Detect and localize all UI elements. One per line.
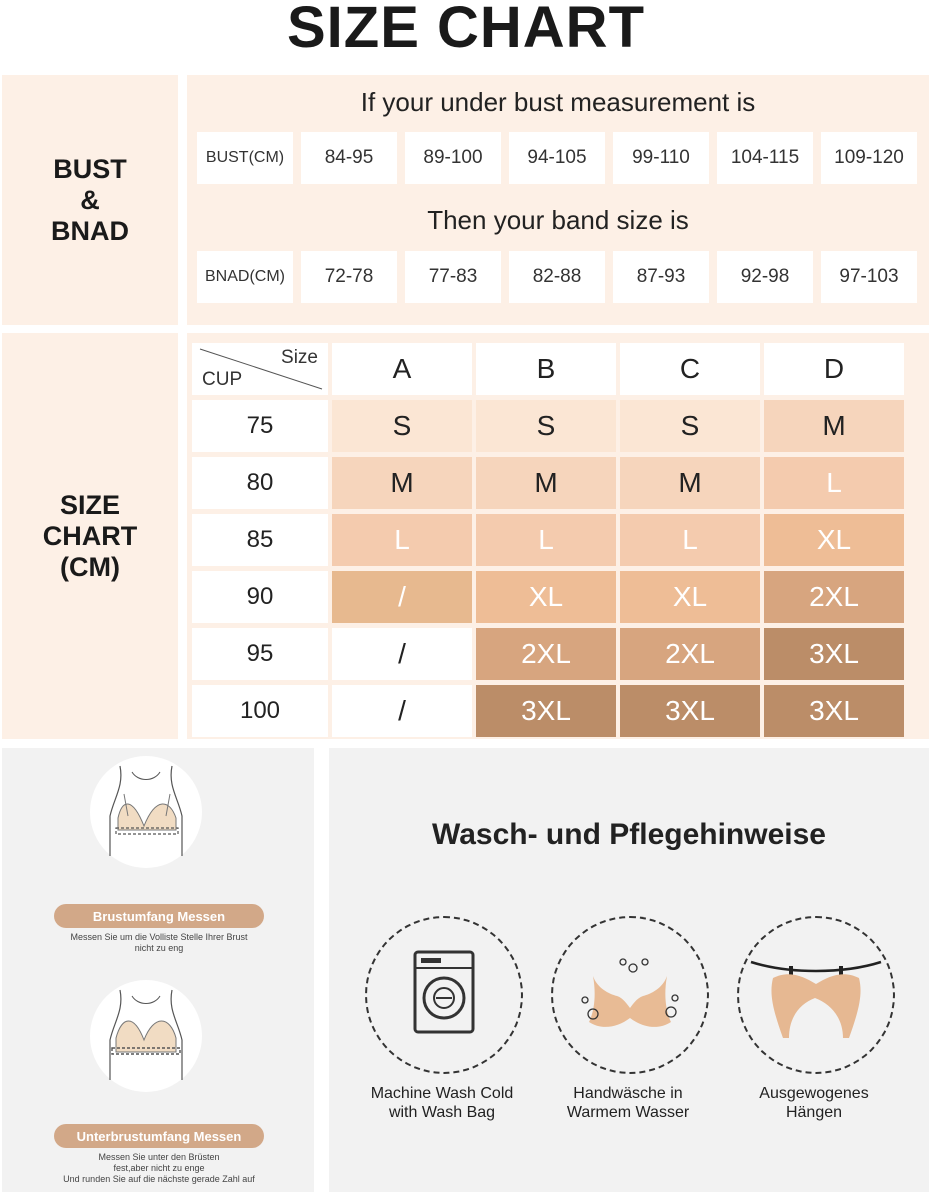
bust-label-cell: BUST(CM): [197, 132, 293, 184]
step1-text: Messen Sie um die Volliste Stelle Ihrer Brust nicht zu eng: [70, 932, 248, 953]
band-cell: 87-93: [613, 251, 709, 303]
step2-title-badge: Unterbrustumfang Messen: [54, 1124, 264, 1148]
bust-cell: 104-115: [717, 132, 813, 184]
band-row-header: 85: [192, 514, 328, 566]
care-label-wash: Machine Wash Cold with Wash Bag: [370, 1085, 514, 1121]
size-cell: /: [332, 628, 472, 680]
size-cell: M: [764, 400, 904, 452]
size-cell: S: [332, 400, 472, 452]
band-row-header: 90: [192, 571, 328, 623]
size-cell: XL: [620, 571, 760, 623]
washing-machine-icon: [365, 916, 523, 1074]
band-cell: 97-103: [821, 251, 917, 303]
size-cell: 2XL: [764, 571, 904, 623]
bust-measure-illustration: [90, 756, 202, 868]
bust-cell: 109-120: [821, 132, 917, 184]
band-cell: 72-78: [301, 251, 397, 303]
size-cell: M: [620, 457, 760, 509]
size-cell: L: [476, 514, 616, 566]
size-cell: S: [476, 400, 616, 452]
table-corner-cell: Size CUP: [192, 343, 328, 395]
bust-cell: 99-110: [613, 132, 709, 184]
page-title: SIZE CHART: [287, 0, 645, 60]
band-row-header: 80: [192, 457, 328, 509]
cup-column-header: A: [332, 343, 472, 395]
size-cell: 3XL: [764, 628, 904, 680]
size-cell: 3XL: [476, 685, 616, 737]
size-cell: L: [332, 514, 472, 566]
under-bust-heading: If your under bust measurement is: [360, 87, 756, 117]
band-cell: 92-98: [717, 251, 813, 303]
bust-band-label: BUST & BNAD: [2, 75, 178, 325]
size-cell: XL: [764, 514, 904, 566]
size-cell: 2XL: [620, 628, 760, 680]
care-title: Wasch- und Pflegehinweise: [432, 818, 826, 851]
band-row-header: 75: [192, 400, 328, 452]
band-row: [197, 251, 917, 303]
size-cell: /: [332, 685, 472, 737]
size-table-row: [192, 571, 908, 628]
size-chart-label: SIZE CHART (CM): [2, 333, 178, 739]
size-table-row: [192, 514, 908, 571]
size-cell: /: [332, 571, 472, 623]
band-cell: 82-88: [509, 251, 605, 303]
step1-title-badge: Brustumfang Messen: [54, 904, 264, 928]
bust-cell: 94-105: [509, 132, 605, 184]
bust-cell: 89-100: [405, 132, 501, 184]
band-row-header: 100: [192, 685, 328, 737]
size-cell: L: [764, 457, 904, 509]
size-cell: S: [620, 400, 760, 452]
size-cell: 3XL: [620, 685, 760, 737]
bust-cell: 84-95: [301, 132, 397, 184]
size-cell: 2XL: [476, 628, 616, 680]
size-table-row: [192, 400, 908, 457]
cup-column-header: D: [764, 343, 904, 395]
hanging-bra-icon: [737, 916, 895, 1074]
size-chart-panel: [187, 333, 929, 739]
care-instructions: [329, 748, 929, 1192]
band-size-heading: Then your band size is: [427, 205, 689, 235]
bust-band-panel: [187, 75, 929, 325]
size-table-row: [192, 685, 908, 742]
size-table-row: [192, 628, 908, 685]
hand-wash-bra-icon: [551, 916, 709, 1074]
step2-text: Messen Sie unter den Brüsten fest,aber nicht zu enge Und runden Sie auf die nächste gerade Zahl auf: [63, 1152, 255, 1184]
cup-column-header: B: [476, 343, 616, 395]
band-cell: 77-83: [405, 251, 501, 303]
size-cell: XL: [476, 571, 616, 623]
care-label-hanging: Ausgewogenes Hängen: [759, 1085, 869, 1121]
size-table: [192, 343, 908, 742]
size-table-row: [192, 457, 908, 514]
size-cell: M: [476, 457, 616, 509]
cup-column-header: C: [620, 343, 760, 395]
underbust-measure-illustration: [90, 980, 202, 1092]
size-table-header: [192, 343, 908, 400]
bust-row: [197, 132, 917, 184]
size-cell: M: [332, 457, 472, 509]
band-row-header: 95: [192, 628, 328, 680]
size-cell: L: [620, 514, 760, 566]
measuring-guide: [2, 748, 314, 1192]
care-label-handwash: Handwäsche in Warmem Wasser: [566, 1085, 690, 1121]
size-cell: 3XL: [764, 685, 904, 737]
band-label-cell: BNAD(CM): [197, 251, 293, 303]
